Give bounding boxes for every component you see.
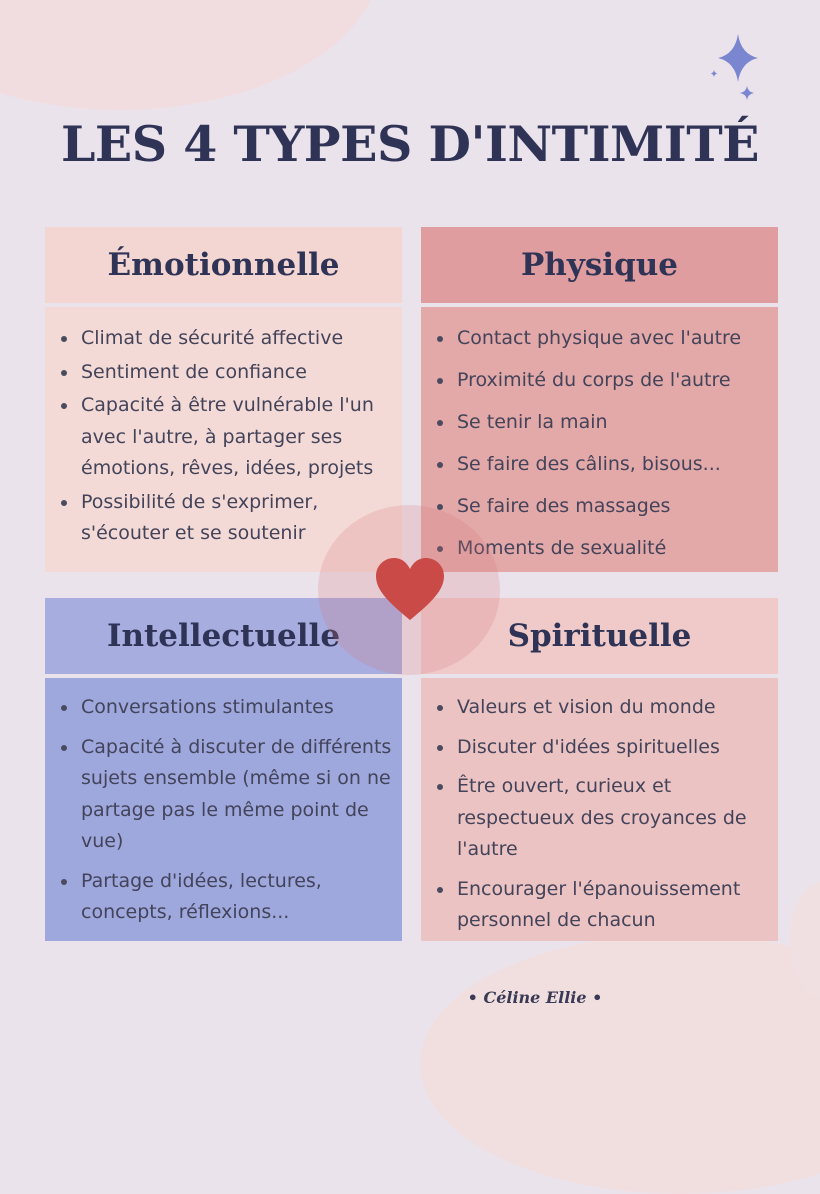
background-blob-top-left xyxy=(0,0,380,110)
bullet-list xyxy=(421,307,778,565)
list-item: Conversations stimulantes xyxy=(81,692,392,724)
list-item: Se tenir la main xyxy=(457,407,768,439)
list-item: Discuter d'idées spirituelles xyxy=(457,732,768,764)
card-title: Physique xyxy=(421,227,778,303)
page-title: LES 4 TYPES D'INTIMITÉ xyxy=(60,115,760,173)
list-item: Proximité du corps de l'autre xyxy=(457,365,768,397)
bullet-list xyxy=(421,678,778,937)
list-item: Capacité à discuter de différents sujets ensemble (même si on ne partage pas le même point de vue) xyxy=(81,732,392,858)
list-item: Partage d'idées, lectures, concepts, réflexions... xyxy=(81,866,392,929)
list-item: Se faire des câlins, bisous... xyxy=(457,449,768,481)
list-item: Capacité à être vulnérable l'un avec l'autre, à partager ses émotions, rêves, idées, projets xyxy=(81,390,392,485)
bullet-list xyxy=(45,678,402,929)
card-title: Émotionnelle xyxy=(45,227,402,303)
card-body xyxy=(421,678,778,941)
bullet-list xyxy=(45,307,402,550)
heart-icon xyxy=(374,556,446,622)
card-body xyxy=(45,678,402,941)
list-item: Être ouvert, curieux et respectueux des croyances de l'autre xyxy=(457,771,768,866)
list-item: Valeurs et vision du monde xyxy=(457,692,768,724)
card-emotionnelle xyxy=(45,227,402,572)
card-title: Spirituelle xyxy=(421,598,778,674)
card-spirituelle xyxy=(421,598,778,941)
card-title: Intellectuelle xyxy=(45,598,402,674)
list-item: Contact physique avec l'autre xyxy=(457,323,768,355)
list-item: Se faire des massages xyxy=(457,491,768,523)
list-item: Sentiment de confiance xyxy=(81,357,392,389)
list-item: Possibilité de s'exprimer, s'écouter et se soutenir xyxy=(81,487,392,550)
list-item: Moments de sexualité xyxy=(457,533,768,565)
sparkle-icon xyxy=(700,30,770,110)
signature: • Céline Ellie • xyxy=(467,988,603,1007)
card-physique xyxy=(421,227,778,572)
list-item: Encourager l'épanouissement personnel de chacun xyxy=(457,874,768,937)
background-blob-bottom-right xyxy=(420,934,820,1194)
list-item: Climat de sécurité affective xyxy=(81,323,392,355)
